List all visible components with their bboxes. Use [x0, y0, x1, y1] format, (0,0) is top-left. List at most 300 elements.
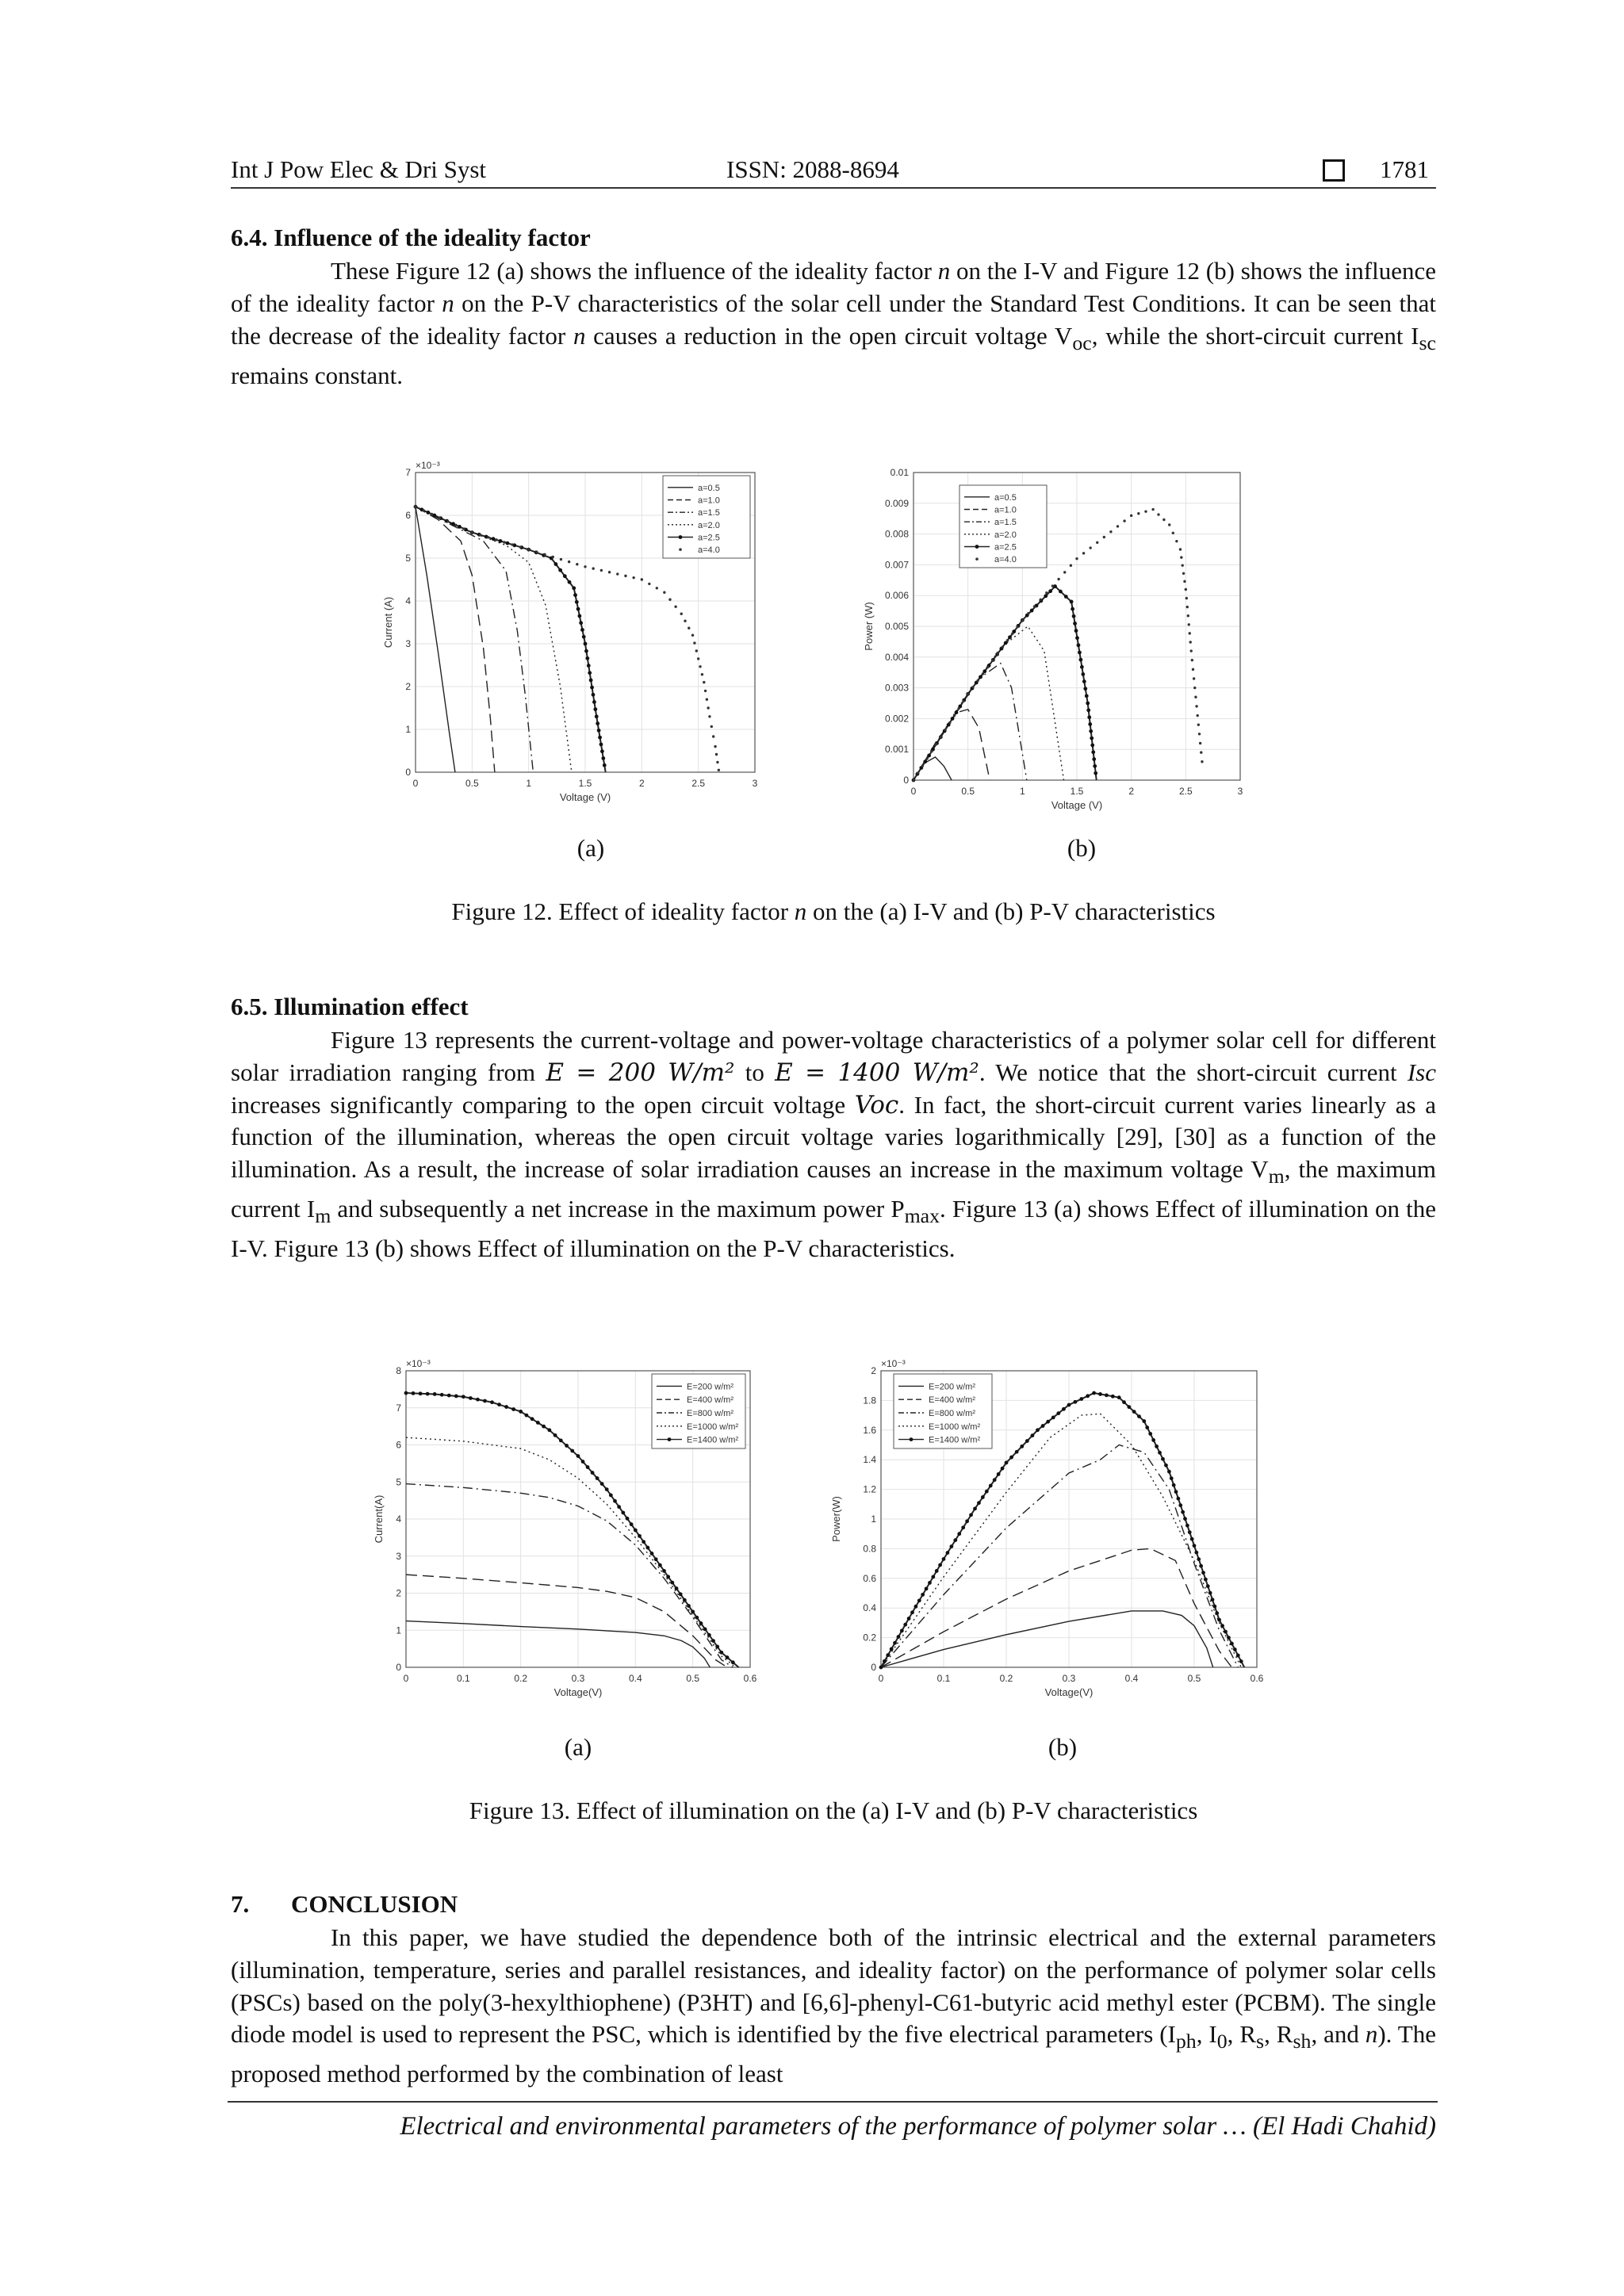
- y-tick-label: 0.002: [884, 713, 909, 725]
- data-point: [1162, 519, 1165, 521]
- data-point: [1075, 557, 1078, 560]
- series-markers-5: [912, 584, 1098, 782]
- data-point: [1189, 632, 1191, 634]
- data-point: [711, 1639, 715, 1643]
- data-point: [632, 576, 634, 579]
- data-point: [589, 679, 593, 683]
- data-point: [431, 513, 433, 515]
- data-point: [1045, 591, 1048, 594]
- series-line-2: [416, 507, 495, 772]
- series-line-1: [914, 757, 952, 780]
- data-point: [1074, 629, 1078, 633]
- legend-label: E=1400 w/m²: [687, 1435, 739, 1445]
- data-point: [1092, 1391, 1096, 1395]
- data-point: [1002, 645, 1004, 648]
- data-point: [989, 1484, 993, 1488]
- data-point: [584, 649, 588, 653]
- x-tick-label: 0.2: [999, 1673, 1013, 1684]
- data-point: [1044, 594, 1048, 598]
- x-tick-label: 0.4: [628, 1673, 642, 1684]
- data-point: [1085, 694, 1089, 698]
- data-point: [1048, 589, 1052, 593]
- data-point: [935, 743, 937, 745]
- data-point: [693, 641, 695, 644]
- x-tick-label: 0.1: [456, 1673, 470, 1684]
- data-point: [961, 1525, 965, 1529]
- data-point: [928, 1581, 932, 1585]
- data-point: [675, 1586, 679, 1590]
- data-point: [553, 1433, 557, 1437]
- data-point: [1059, 590, 1063, 594]
- data-point: [1201, 760, 1203, 763]
- data-point: [701, 673, 703, 675]
- data-point: [1030, 609, 1034, 613]
- data-point: [1056, 1411, 1060, 1415]
- y-tick-label: 1.2: [863, 1483, 876, 1495]
- y-tick-label: 1: [871, 1513, 876, 1525]
- data-point: [1137, 1414, 1141, 1418]
- data-point: [1151, 508, 1154, 511]
- data-point: [719, 1651, 723, 1655]
- data-point: [903, 1623, 907, 1627]
- data-point: [1057, 578, 1059, 580]
- data-point: [592, 693, 596, 697]
- data-point: [674, 606, 676, 608]
- data-point: [1086, 1394, 1090, 1398]
- data-point: [582, 635, 586, 639]
- data-point: [608, 571, 611, 573]
- data-point: [976, 679, 979, 682]
- data-point: [588, 671, 592, 675]
- data-point: [986, 666, 989, 668]
- x-tick-label: 1: [526, 778, 532, 789]
- y-axis-label: Power(W): [830, 1496, 842, 1542]
- data-point: [912, 779, 914, 781]
- data-point: [1198, 733, 1201, 735]
- data-point: [1172, 532, 1174, 534]
- data-point: [654, 1557, 658, 1561]
- data-point: [1236, 1654, 1240, 1658]
- data-point: [1083, 687, 1087, 691]
- data-point: [1036, 1428, 1040, 1432]
- y-tick-label: 4: [405, 595, 411, 607]
- data-point: [581, 1460, 585, 1464]
- data-point: [925, 757, 928, 760]
- data-point: [432, 514, 436, 518]
- data-point: [982, 669, 986, 673]
- y-tick-label: 3: [405, 638, 411, 649]
- x-tick-label: 2.5: [1178, 786, 1193, 797]
- data-point: [921, 1593, 925, 1597]
- header-rule: [231, 187, 1436, 189]
- data-point: [1204, 1578, 1208, 1582]
- legend-marker: [975, 545, 979, 549]
- data-point: [454, 524, 457, 526]
- data-point: [706, 698, 708, 701]
- figure-12b-pv-chart: [864, 463, 1285, 836]
- data-point: [1005, 1461, 1009, 1465]
- data-point: [1194, 696, 1197, 698]
- data-point: [542, 1425, 546, 1429]
- data-point: [1103, 536, 1105, 538]
- data-point: [454, 1395, 458, 1399]
- data-point: [1142, 1419, 1146, 1423]
- data-point: [1046, 1420, 1050, 1424]
- section-6-4-paragraph: These Figure 12 (a) shows the influence of the ideality factor n on the I-V and Figure 12 (b) shows the influence of the ideality factor n on the P-V characteristics of the solar cell under the Standard Test Conditions. It can be seen that the decrease of the ideality factor n causes a reduction in the open circuit voltage $V_{oc}$, while the short-circuit current $I_{sc}$ remains constant.: [231, 257, 1437, 389]
- data-point: [1051, 1416, 1055, 1420]
- data-point: [703, 1628, 707, 1632]
- data-point: [558, 568, 562, 572]
- data-point: [942, 1557, 946, 1561]
- data-point: [601, 756, 605, 760]
- x-tick-label: 0: [412, 778, 419, 789]
- data-point: [697, 657, 699, 660]
- y-axis-label: Power (W): [863, 602, 875, 651]
- data-point: [1086, 702, 1090, 706]
- y-tick-label: 6: [405, 510, 411, 521]
- data-point: [568, 580, 572, 584]
- data-point: [1164, 1464, 1168, 1468]
- figure-13b-pv-chart: [830, 1344, 1281, 1720]
- figure-13-caption: Figure 13. Effect of illumination on the (a) I-V and (b) P-V characteristics: [469, 1797, 1198, 1824]
- data-point: [695, 1616, 699, 1620]
- data-point: [506, 541, 510, 545]
- data-point: [703, 681, 705, 683]
- data-point: [591, 1471, 595, 1475]
- legend-label: a=2.0: [698, 520, 720, 530]
- data-point: [991, 659, 994, 661]
- y-tick-label: 4: [396, 1513, 401, 1525]
- data-point: [1175, 540, 1178, 542]
- data-point: [626, 1517, 630, 1521]
- data-point: [951, 717, 955, 721]
- data-point: [1081, 672, 1085, 676]
- data-point: [1185, 597, 1188, 599]
- data-point: [923, 760, 927, 763]
- checkbox-icon: [1323, 157, 1345, 186]
- data-point: [1193, 687, 1196, 689]
- data-point: [680, 613, 683, 615]
- legend: [959, 485, 1047, 568]
- data-point: [1197, 1557, 1201, 1561]
- footer-rule: [228, 2101, 1438, 2103]
- data-point: [982, 672, 984, 675]
- data-point: [560, 558, 562, 561]
- page-number: 1781: [1380, 155, 1429, 183]
- data-point: [1031, 1433, 1035, 1437]
- section-heading-7-number: 7.: [231, 1890, 250, 1918]
- data-point: [536, 1421, 540, 1425]
- data-point: [710, 725, 713, 728]
- data-point: [579, 621, 583, 625]
- data-point: [630, 1522, 634, 1526]
- data-point: [683, 1598, 687, 1602]
- data-point: [1187, 614, 1189, 617]
- x-tick-label: 2: [638, 778, 645, 789]
- data-point: [616, 572, 619, 575]
- data-point: [1178, 1503, 1182, 1507]
- data-point: [1215, 1611, 1219, 1615]
- data-point: [595, 714, 599, 718]
- data-point: [1155, 1445, 1159, 1448]
- axis-exponent: ×10⁻³: [416, 460, 440, 471]
- y-tick-label: 0.004: [884, 651, 909, 663]
- data-point: [1227, 1636, 1231, 1640]
- data-point: [530, 1417, 534, 1421]
- data-point: [1199, 1564, 1203, 1568]
- data-point: [1001, 1467, 1005, 1471]
- data-point: [451, 522, 455, 526]
- data-point: [897, 1635, 901, 1639]
- data-point: [577, 614, 581, 618]
- data-point: [691, 634, 694, 637]
- y-tick-label: 0.009: [884, 497, 909, 509]
- y-tick-label: 2: [396, 1587, 401, 1599]
- data-point: [1011, 632, 1013, 634]
- legend-swatch: [975, 557, 979, 561]
- data-point: [563, 574, 567, 578]
- data-point: [547, 1428, 551, 1432]
- data-point: [439, 516, 441, 519]
- series-line-5: [914, 587, 1097, 780]
- data-point: [900, 1628, 904, 1632]
- data-point: [1021, 619, 1024, 622]
- y-tick-label: 1.8: [863, 1395, 876, 1406]
- data-point: [576, 607, 580, 611]
- x-axis-label: Voltage (V): [1051, 799, 1103, 811]
- data-point: [1174, 1490, 1178, 1494]
- y-tick-label: 2: [871, 1365, 876, 1376]
- data-point: [1008, 635, 1012, 639]
- data-point: [585, 656, 589, 660]
- data-point: [576, 563, 578, 565]
- data-point: [1082, 679, 1086, 683]
- data-point: [1220, 1624, 1224, 1628]
- data-point: [504, 1405, 508, 1409]
- legend-label: E=800 w/m²: [687, 1409, 733, 1418]
- data-point: [1188, 1530, 1192, 1534]
- data-point: [1070, 600, 1074, 604]
- data-point: [886, 1653, 890, 1657]
- data-point: [1077, 643, 1081, 647]
- data-point: [1176, 1497, 1180, 1501]
- data-point: [993, 1478, 997, 1482]
- data-point: [1200, 751, 1202, 753]
- legend-label: a=4.0: [698, 545, 720, 556]
- data-point: [935, 1569, 939, 1573]
- data-point: [492, 537, 496, 541]
- data-point: [1025, 1439, 1029, 1443]
- data-point: [921, 764, 924, 767]
- x-tick-label: 0.5: [961, 786, 975, 797]
- figure-13a-label: (a): [564, 1733, 592, 1761]
- data-point: [568, 561, 570, 563]
- data-point: [949, 1544, 953, 1548]
- data-point: [1079, 1397, 1083, 1401]
- data-point: [1064, 595, 1068, 599]
- x-axis-label: Voltage (V): [559, 791, 611, 803]
- y-tick-label: 0.008: [884, 528, 909, 540]
- y-tick-label: 2: [405, 681, 411, 692]
- data-point: [1117, 1395, 1121, 1399]
- data-point: [1168, 523, 1170, 526]
- data-point: [1190, 649, 1193, 652]
- y-tick-label: 1.6: [863, 1424, 876, 1436]
- data-point: [679, 1592, 683, 1596]
- data-point: [609, 1494, 613, 1498]
- y-tick-label: 0: [871, 1662, 876, 1673]
- data-point: [1148, 1432, 1152, 1436]
- data-point: [1208, 1591, 1212, 1595]
- y-tick-label: 0.4: [863, 1602, 876, 1614]
- data-point: [1132, 1410, 1136, 1414]
- data-point: [1179, 548, 1182, 550]
- data-point: [1137, 512, 1139, 515]
- y-tick-label: 0.001: [884, 744, 909, 756]
- figure-12-caption: Figure 12. Effect of ideality factor n on the (a) I-V and (b) P-V characteristics: [451, 897, 1216, 925]
- data-point: [955, 710, 959, 714]
- series-line-1: [416, 507, 455, 772]
- data-point: [930, 750, 933, 752]
- data-point: [543, 553, 546, 556]
- x-tick-label: 0.3: [1062, 1673, 1076, 1684]
- data-point: [593, 707, 597, 711]
- y-tick-label: 3: [396, 1550, 401, 1562]
- data-point: [597, 729, 601, 733]
- data-point: [985, 1490, 989, 1494]
- data-point: [598, 736, 602, 740]
- data-point: [1009, 1456, 1013, 1460]
- data-point: [670, 1581, 674, 1585]
- data-point: [590, 686, 594, 690]
- data-point: [981, 1495, 985, 1499]
- data-point: [426, 1392, 430, 1396]
- x-axis-label: Voltage(V): [553, 1686, 603, 1698]
- legend-label: a=1.5: [994, 518, 1017, 528]
- data-point: [600, 749, 604, 753]
- data-point: [433, 1392, 437, 1396]
- data-point: [1027, 612, 1029, 614]
- data-point: [1079, 658, 1083, 662]
- series-line-4: [416, 507, 572, 772]
- series-line-2: [406, 1575, 727, 1667]
- data-point: [1111, 1395, 1115, 1399]
- data-point: [1158, 1451, 1162, 1455]
- data-point: [641, 578, 643, 580]
- data-point: [707, 706, 709, 709]
- data-point: [487, 536, 489, 538]
- data-point: [1098, 1392, 1102, 1396]
- data-point: [917, 771, 919, 774]
- data-point: [714, 745, 716, 748]
- y-tick-label: 8: [396, 1365, 401, 1376]
- data-point: [938, 1563, 942, 1567]
- data-point: [1004, 641, 1008, 645]
- data-point: [535, 551, 538, 553]
- data-point: [688, 627, 690, 629]
- data-point: [1092, 757, 1096, 761]
- data-point: [525, 1414, 529, 1418]
- y-tick-label: 5: [405, 553, 411, 564]
- data-point: [552, 556, 554, 558]
- data-point: [1040, 599, 1042, 601]
- data-point: [645, 1546, 649, 1550]
- data-point: [1230, 1642, 1234, 1646]
- data-point: [1078, 651, 1082, 655]
- data-point: [575, 600, 579, 604]
- conclusion-paragraph: In this paper, we have studied the dependence both of the intrinsic electrical and the external parameters (illumination, temperature, series and parallel resistances, and ideality factor) on the performance of polymer solar cells (PSCs) based on the poly(3-hexylthiophene) (P3HT) and [6,6]-phenyl-C61-butyric acid methyl ester (PCBM). The single diode model is used to represent the PSC, which is identified by the five electrical parameters ($I_{ph}$, $I_0$, $R_s$, $R_{sh}$, and n). The proposed method performed by the combination of least: [231, 1923, 1436, 2088]
- y-tick-label: 0: [396, 1662, 401, 1673]
- data-point: [1172, 1483, 1176, 1487]
- data-point: [499, 539, 503, 543]
- data-point: [1186, 606, 1189, 608]
- figure-13a-iv-chart: [373, 1344, 768, 1720]
- legend-swatch: [679, 548, 682, 551]
- data-point: [1089, 546, 1091, 549]
- data-point: [967, 693, 969, 695]
- data-point: [605, 1487, 609, 1491]
- section-6-5-paragraph: Figure 13 represents the current-voltage and power-voltage characteristics of a polymer solar cell for different solar irradiation ranging from E = 200 W/m² to E = 1400 W/m². We notice that the short-circuit current Isc increases significantly comparing to the open circuit voltage Voc. In fact, the short-circuit current varies linearly as a function of the illumination, whereas the open circuit voltage varies logarithmically [29], [30] as a function of the illumination. As a result, the increase of solar irradiation causes an increase in the maximum voltage $V_m$, the maximum current $I_m$ and subsequently a net increase in the maximum power $P_{max}$. Figure 13 (a) shows Effect of illumination on the I-V. Figure 13 (b) shows Effect of illumination on the P-V characteristics.: [231, 1026, 1436, 1263]
- data-point: [1130, 515, 1132, 517]
- data-point: [1063, 571, 1066, 573]
- x-tick-label: 0.3: [571, 1673, 585, 1684]
- data-point: [1127, 1405, 1131, 1409]
- data-point: [412, 1391, 416, 1395]
- data-point: [707, 1633, 711, 1637]
- data-point: [1093, 764, 1097, 768]
- x-tick-label: 0.5: [686, 1673, 700, 1684]
- data-point: [570, 1449, 574, 1453]
- data-point: [1224, 1630, 1228, 1634]
- data-point: [462, 527, 465, 530]
- data-point: [1145, 1425, 1149, 1429]
- legend-label: a=0.5: [994, 492, 1017, 503]
- data-point: [962, 700, 964, 702]
- data-point: [946, 1551, 950, 1555]
- y-tick-label: 0.2: [863, 1632, 876, 1644]
- data-point: [592, 700, 596, 704]
- data-point: [1180, 556, 1182, 558]
- data-point: [957, 1532, 961, 1536]
- figure-12a-label: (a): [576, 834, 605, 862]
- series-line-4: [406, 1435, 739, 1667]
- data-point: [592, 567, 594, 569]
- y-tick-label: 1.4: [863, 1454, 876, 1466]
- x-tick-label: 3: [752, 778, 758, 789]
- section-heading-6-5: 6.5. Illumination effect: [231, 993, 469, 1020]
- data-point: [1183, 580, 1185, 583]
- x-tick-label: 0.6: [1250, 1673, 1264, 1684]
- data-point: [1086, 708, 1090, 712]
- legend-label: a=4.0: [994, 555, 1017, 565]
- series-line-3: [914, 664, 1027, 780]
- data-point: [890, 1647, 894, 1651]
- data-point: [476, 1398, 480, 1402]
- data-point: [1161, 1457, 1165, 1461]
- data-point: [1091, 750, 1095, 754]
- data-point: [503, 541, 505, 543]
- data-point: [699, 1621, 703, 1625]
- data-point: [511, 543, 514, 545]
- data-point: [1183, 1517, 1187, 1521]
- data-point: [414, 506, 416, 508]
- data-point: [586, 1465, 590, 1469]
- legend-label: a=1.0: [698, 496, 720, 506]
- data-point: [426, 511, 430, 515]
- data-point: [1015, 1450, 1019, 1454]
- series-6: [912, 505, 1203, 782]
- data-point: [977, 1501, 981, 1505]
